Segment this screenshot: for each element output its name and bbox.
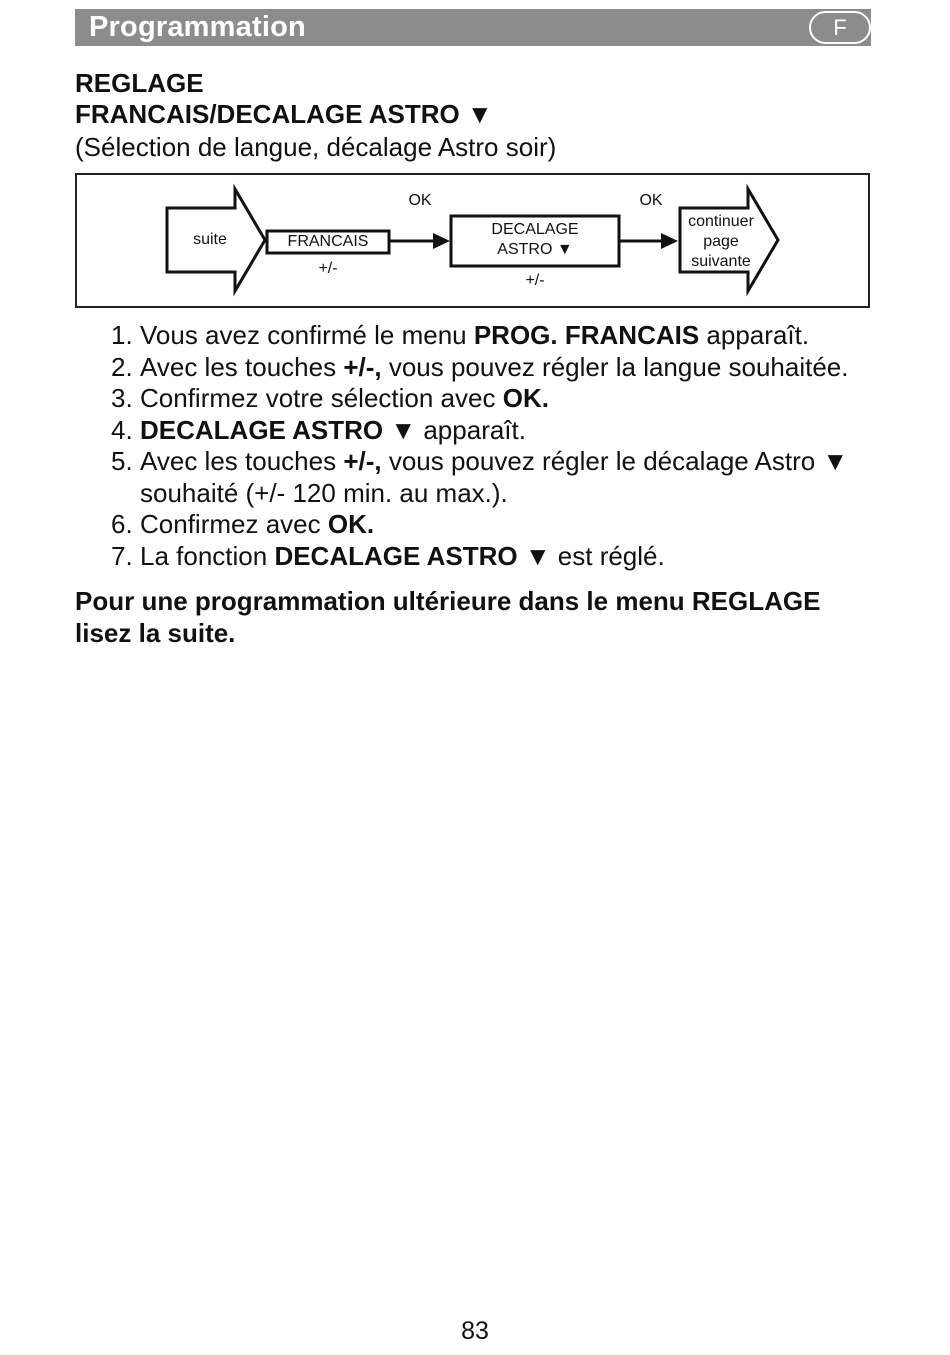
- end-arrow-label-line1: continuer: [688, 213, 754, 230]
- step-text: Avec les touches: [140, 446, 344, 476]
- list-item: [105, 415, 885, 447]
- ok2-label: OK: [639, 192, 663, 209]
- header-bar: [75, 9, 871, 46]
- step-text: Confirmez votre sélection avec: [140, 383, 503, 413]
- decalage-label-line2: ASTRO ▼: [497, 241, 573, 258]
- step-number: 5.: [111, 446, 133, 476]
- step-number: 6.: [111, 509, 133, 539]
- list-item: [105, 541, 885, 573]
- step-text: La fonction: [140, 540, 275, 571]
- step-text: apparaît.: [416, 414, 526, 445]
- step-text: Confirmez avec: [140, 509, 328, 539]
- step-number: 7.: [111, 540, 133, 571]
- ok1-arrowhead: [433, 233, 450, 249]
- step-text: vous pouvez régler le décalage Astro ▼ souhaité (+/- 120 min. au max.).: [140, 446, 849, 508]
- decalage-adjust-label: +/-: [525, 272, 545, 289]
- section-subheading: (Sélection de langue, décalage Astro soir): [75, 132, 557, 162]
- step-emphasis: DECALAGE ASTRO ▼: [274, 540, 551, 571]
- step-number: 4.: [111, 414, 133, 445]
- decalage-label-line1: DECALAGE: [491, 221, 579, 238]
- steps-list: [105, 320, 885, 572]
- step-text: est réglé.: [550, 540, 665, 571]
- list-item: [105, 320, 885, 352]
- language-badge: F: [809, 11, 871, 44]
- list-item: [105, 352, 885, 384]
- step-emphasis: +/-,: [343, 351, 382, 382]
- francais-label: FRANCAIS: [287, 233, 369, 250]
- ok2-arrowhead: [661, 233, 678, 249]
- flow-diagram: [75, 173, 870, 308]
- step-number: 1.: [111, 320, 133, 350]
- list-item: [105, 509, 885, 541]
- ok1-label: OK: [408, 192, 432, 209]
- step-emphasis: PROG. FRANCAIS: [473, 320, 700, 350]
- list-item: [105, 446, 885, 509]
- list-item: [105, 383, 885, 415]
- step-text: Vous avez confirmé le menu: [140, 320, 474, 350]
- header-title: Programmation: [89, 11, 306, 43]
- step-emphasis: +/-,: [343, 446, 382, 476]
- start-arrow-label: suite: [193, 231, 227, 248]
- step-emphasis: DECALAGE ASTRO ▼: [140, 414, 417, 445]
- step-text: Avec les touches: [140, 351, 344, 382]
- step-emphasis: OK.: [502, 383, 549, 413]
- step-number: 2.: [111, 351, 133, 382]
- francais-adjust-label: +/-: [318, 260, 338, 277]
- step-number: 3.: [111, 383, 133, 413]
- step-emphasis: OK.: [327, 509, 375, 539]
- step-text: vous pouvez régler la langue souhaitée.: [381, 351, 849, 382]
- end-arrow-label-line2: page: [703, 233, 739, 250]
- step-text: apparaît.: [699, 320, 810, 350]
- section-heading: [75, 68, 493, 130]
- note-paragraph: Pour une programmation ultérieure dans le menu REGLAGE lisez la suite.: [75, 586, 821, 648]
- section-heading-line1: REGLAGE: [75, 68, 204, 98]
- end-arrow-label-line3: suivante: [691, 253, 751, 270]
- page-number: 83: [461, 1317, 489, 1345]
- section-heading-line2: FRANCAIS/DECALAGE ASTRO ▼: [75, 99, 493, 129]
